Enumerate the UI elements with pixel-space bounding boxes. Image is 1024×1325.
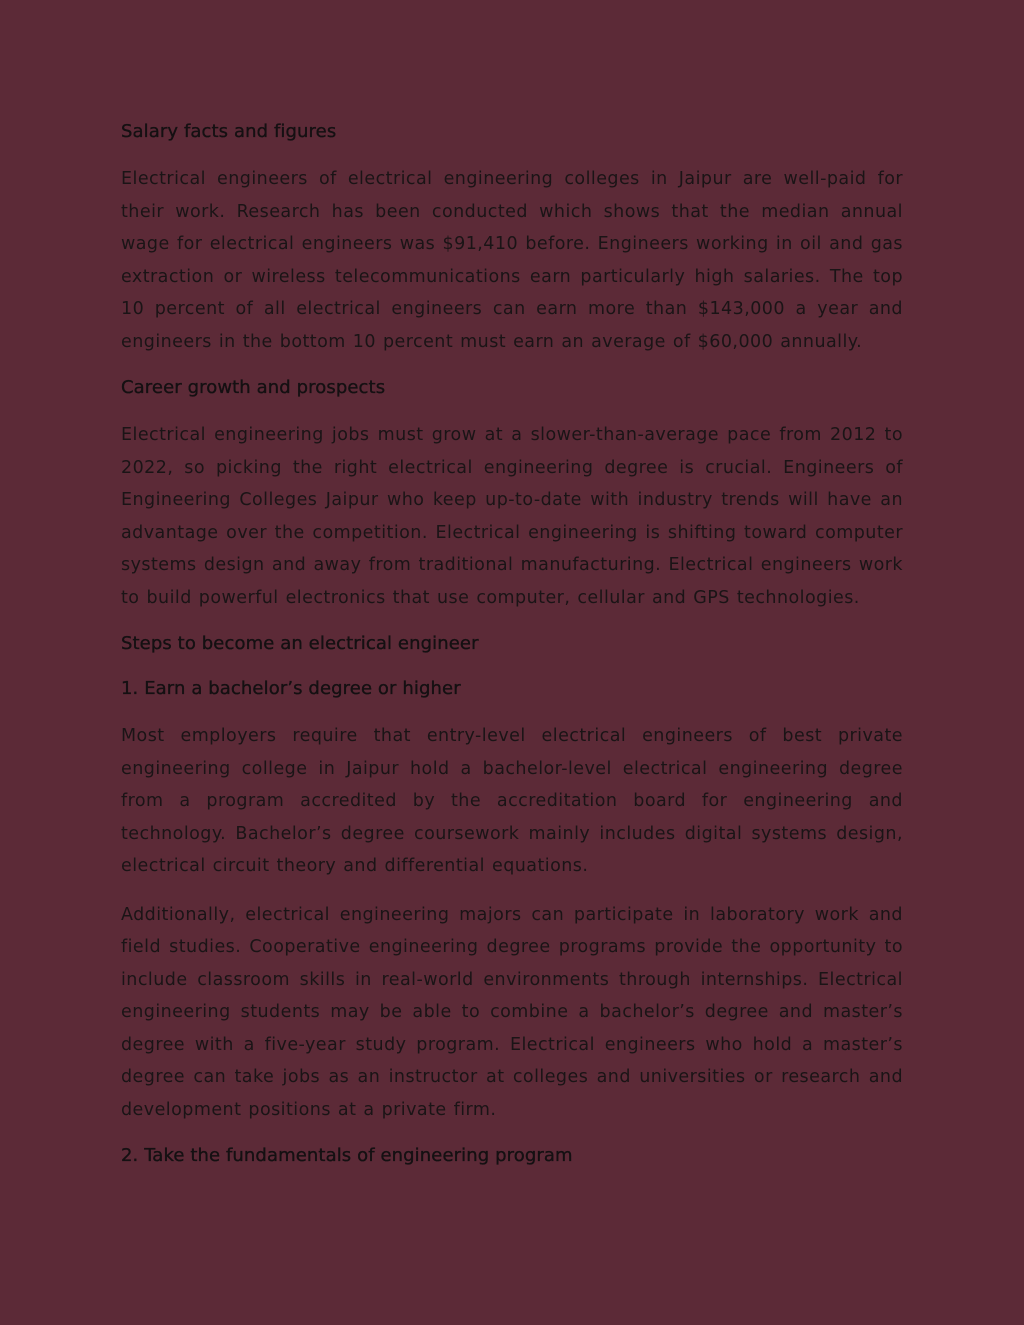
paragraph-step-1b: Additionally, electrical engineering majors can participate in laboratory work and field studies. Cooperative engineering degree programs provide the opportunity to include classroom skills in real-world environments through internships. Electrical engineering students may be able to combine a bachelor’s degree and master’s degree with a five-year study program. Electrical engineers who hold a master’s degree can take jobs as an instructor at colleges and universities or research and development positions at a private firm.	[121, 904, 903, 1120]
paragraph-step-1a: Most employers require that entry-level electrical engineers of best private engineering college in Jaipur hold a bachelor-level electrical engineering degree from a program accredited by the accreditation board for engineering and technology. Bachelor’s degree coursework mainly includes digital systems design, electrical circuit theory and differential equations.	[121, 726, 903, 876]
paragraph-career: Electrical engineering jobs must grow at a slower-than-average pace from 2012 to 2022, so picking the right electrical engineering degree is crucial. Engineers of Engineering Colleges Jaipur who keep up-to-date with industry trends will have an advantage over the competition. Electrical engineering is shifting toward computer systems design and away from traditional manufacturing. Electrical engineers work to build powerful electronics that use computer, cellular and GPS technologies.	[121, 425, 903, 608]
heading-step-2: 2. Take the fundamentals of engineering program	[121, 1145, 573, 1166]
heading-career-growth: Career growth and prospects	[121, 377, 386, 398]
heading-step-1: 1. Earn a bachelor’s degree or higher	[121, 678, 461, 699]
paragraph-salary: Electrical engineers of electrical engineering colleges in Jaipur are well-paid for their work. Research has been conducted which shows that the median annual wage for electrical engineers was $91,410 before. Engineers working in oil and gas extraction or wireless telecommunications earn particularly high salaries. The top 10 percent of all electrical engineers can earn more than $143,000 a year and engineers in the bottom 10 percent must earn an average of $60,000 annually.	[121, 169, 903, 352]
heading-salary-facts: Salary facts and figures	[121, 121, 337, 142]
heading-steps: Steps to become an electrical engineer	[121, 633, 479, 654]
